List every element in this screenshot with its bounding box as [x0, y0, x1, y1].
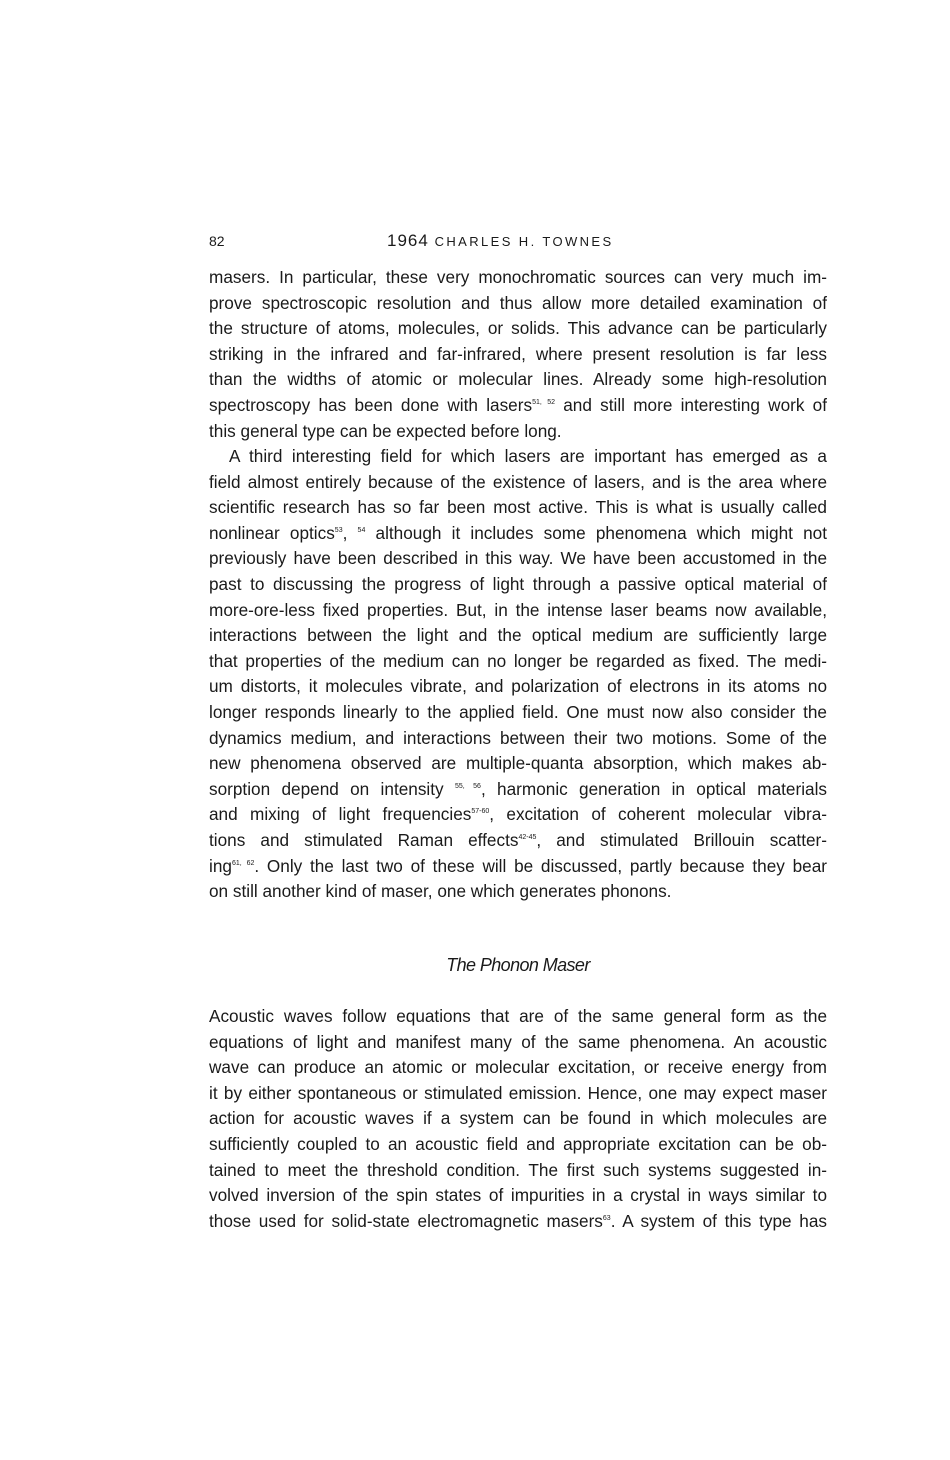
text-line [209, 828, 827, 854]
text-line: volved inversion of the spin states of impurities in a crystal in ways similar to [209, 1185, 827, 1206]
text-line: A third interesting field for which lasers are important has emerged as a [229, 446, 827, 466]
citation-superscript: 53 [334, 526, 343, 534]
text-line: past to discussing the progress of light through a passive optical material of [209, 573, 827, 594]
citation-superscript: 42-45 [518, 833, 537, 841]
text-run: , harmonic generation in optical materials [480, 778, 827, 799]
text-run: , and stimulated Brillouin scatter- [536, 829, 827, 850]
text-line: previously have been described in this way. We have been accustomed in the [209, 548, 827, 569]
text-line: wave can produce an atomic or molecular excitation, or receive energy from [209, 1057, 827, 1078]
text-run: , [342, 522, 358, 543]
text-line [209, 393, 827, 419]
text-run: and mixing of light frequencies [209, 804, 472, 825]
text-line: masers. In particular, these very monochromatic sources can very much im- [209, 267, 827, 287]
text-line: on still another kind of maser, one which generates phonons. [209, 881, 672, 902]
citation-superscript: 63 [602, 1214, 611, 1222]
citation-superscript: 61, 62 [231, 859, 255, 867]
text-line: Acoustic waves follow equations that are of the same general form as the [209, 1006, 827, 1026]
text-run: tions and stimulated Raman effects [209, 829, 519, 850]
page-number: 82 [209, 233, 225, 249]
paragraph-1 [209, 265, 827, 444]
running-head-year: 1964 [387, 231, 429, 250]
text-line: than the widths of atomic or molecular lines. Already some high-resolution [209, 369, 827, 390]
citation-superscript: 55, 56 [454, 782, 481, 790]
text-run: , excitation of coherent molecular vibra- [489, 804, 827, 825]
section-title: The Phonon Maser [446, 955, 590, 975]
text-line: scientific research has so far been most active. This is what is usually called [209, 497, 827, 518]
text-line [209, 521, 827, 547]
text-line: action for acoustic waves if a system can be found in which molecules are [209, 1108, 827, 1129]
text-line: that properties of the medium can no longer be regarded as fixed. The medi- [209, 650, 827, 671]
paragraph-3 [209, 1004, 827, 1234]
text-line: field almost entirely because of the existence of lasers, and is the area where [209, 471, 827, 492]
text-line: the structure of atoms, molecules, or solids. This advance can be particularly [209, 318, 827, 339]
text-run: and still more interesting work of [555, 394, 827, 415]
text-line: more-ore-less fixed properties. But, in the intense laser beams now available, [209, 599, 827, 620]
text-line: interactions between the light and the optical medium are sufficiently large [209, 625, 827, 646]
running-head-author: CHARLES H. TOWNES [434, 234, 614, 249]
text-line: this general type can be expected before long. [209, 420, 562, 441]
citation-superscript: 51, 52 [532, 398, 555, 406]
page-header [209, 231, 829, 255]
text-line [209, 802, 827, 828]
citation-superscript: 57-60 [471, 808, 490, 816]
text-line: tained to meet the threshold condition. The first such systems suggested in- [209, 1159, 827, 1180]
text-line: dynamics medium, and interactions between their two motions. Some of the [209, 727, 827, 748]
text-line: new phenomena observed are multiple-quanta absorption, which makes ab- [209, 753, 827, 774]
text-run: . Only the last two of these will be discussed, partly because they bear [254, 855, 827, 876]
text-line [209, 854, 827, 880]
running-head [387, 231, 614, 251]
text-run: ing [209, 855, 232, 876]
text-run: . A system of this type has [610, 1210, 827, 1231]
text-line [209, 777, 827, 803]
text-run: spectroscopy has been done with lasers [209, 394, 533, 415]
text-line [209, 1209, 827, 1235]
text-run: nonlinear optics [209, 522, 335, 543]
text-line: longer responds linearly to the applied field. One must now also consider the [209, 701, 827, 722]
text-line: um distorts, it molecules vibrate, and polarization of electrons in its atoms no [209, 676, 827, 697]
text-run: although it includes some phenomena which might not [365, 522, 827, 543]
text-line: sufficiently coupled to an acoustic field and appropriate excitation can be ob- [209, 1133, 827, 1154]
text-run: those used for solid-state electromagnetic masers [209, 1210, 603, 1231]
text-line: it by either spontaneous or stimulated emission. Hence, one may expect maser [209, 1082, 827, 1103]
text-run: sorption depend on intensity [209, 778, 455, 799]
paragraph-2 [209, 444, 827, 905]
text-line: striking in the infrared and far-infrared, where present resolution is far less [209, 343, 827, 364]
text-line: equations of light and manifest many of the same phenomena. An acoustic [209, 1031, 827, 1052]
text-line: prove spectroscopic resolution and thus allow more detailed examination of [209, 292, 827, 313]
citation-superscript: 54 [357, 526, 366, 534]
